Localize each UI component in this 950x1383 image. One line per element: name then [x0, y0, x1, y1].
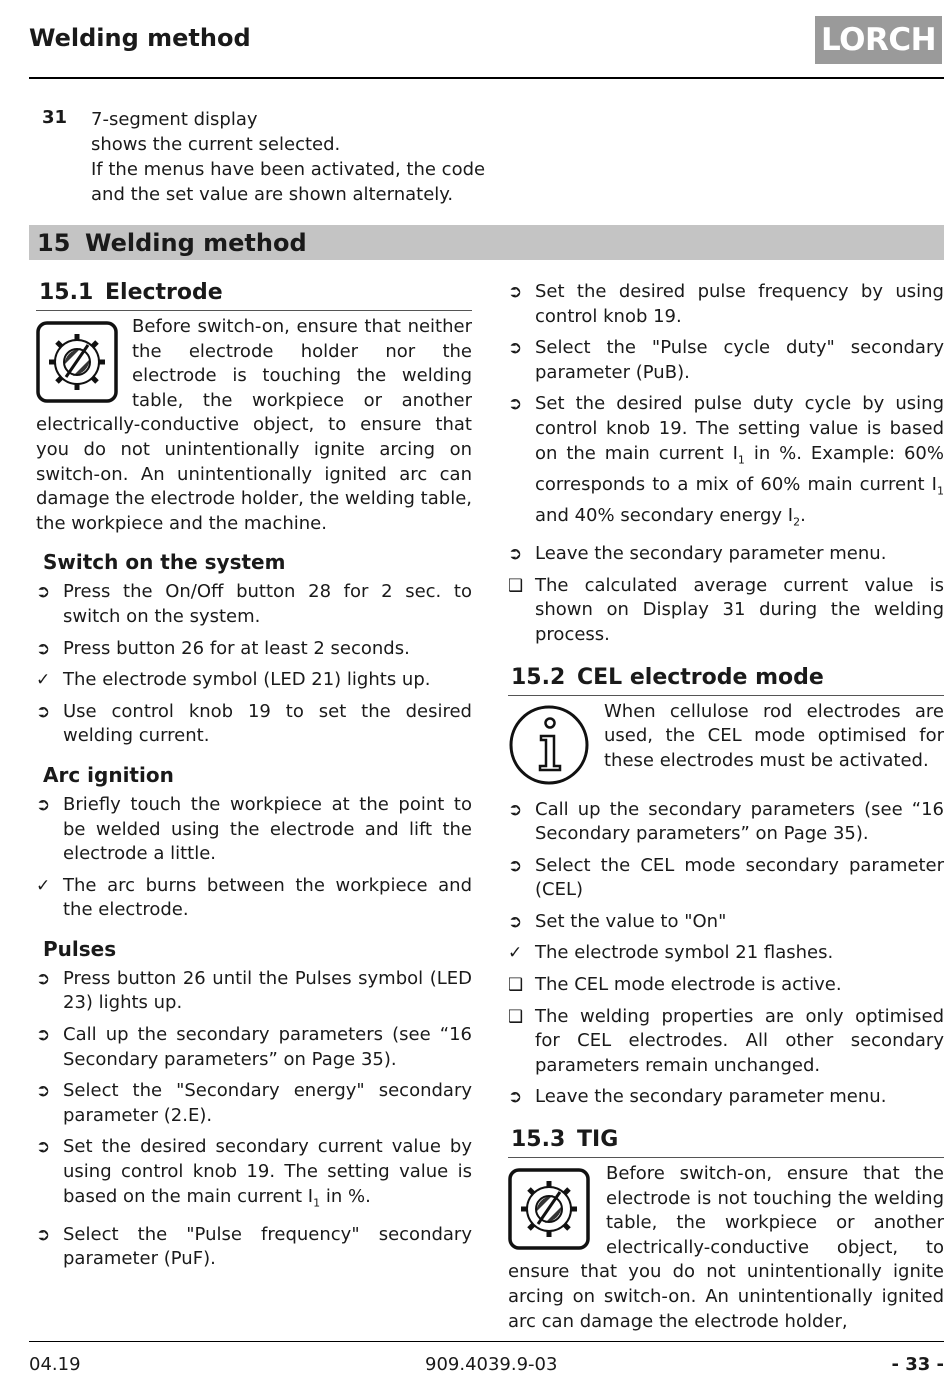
lorch-logo: LORCH [815, 16, 942, 64]
subsection-heading-tig [508, 1127, 944, 1158]
item-text: The electrode symbol 21 flashes. [535, 942, 834, 964]
subsection-number: 15.1 [39, 280, 94, 305]
list-item [508, 798, 944, 847]
arrow-right-circle-icon: ➲ [36, 1025, 51, 1046]
left-column [36, 280, 472, 1272]
arrow-right-circle-icon: ➲ [508, 855, 523, 876]
subsection-number: 15.3 [511, 1127, 566, 1153]
gear-warning-icon [508, 1168, 590, 1250]
item-text: Call up the secondary parameters (see “16 Secondary parameters” on Page 35). [535, 798, 944, 845]
arrow-right-circle-icon: ➲ [36, 1137, 51, 1158]
legend-text [91, 107, 511, 207]
footer-date: 04.19 [29, 1354, 81, 1375]
item-text: Leave the secondary parameter menu. [535, 1086, 887, 1108]
arrow-right-circle-icon: ➲ [36, 968, 51, 989]
arrow-right-circle-icon: ➲ [508, 394, 523, 415]
item-text: Select the "Secondary energy" secondary parameter (2.E). [63, 1080, 472, 1126]
list-item [36, 637, 472, 662]
checkbox-icon: ❑ [508, 1006, 524, 1027]
item-text: Set the desired secondary current value by using control knob 19. The setting value is based on the main current I [63, 1136, 472, 1207]
check-icon: ✓ [508, 943, 523, 964]
list-item [508, 574, 944, 648]
item-text: Select the CEL mode secondary parameter (CEL) [535, 854, 944, 901]
arrow-right-circle-icon: ➲ [36, 582, 51, 603]
list-item [508, 392, 944, 535]
item-text: Set the desired pulse duty cycle by using control knob 19. The setting value is based on the main current I [535, 393, 944, 464]
subsection-number: 15.2 [511, 664, 566, 690]
footer-document-number: 909.4039.9-03 [425, 1354, 558, 1375]
list-item [508, 941, 944, 966]
legend-number: 31 [42, 107, 68, 128]
arrow-right-circle-icon: ➲ [36, 638, 51, 659]
list-item [508, 336, 944, 385]
list-item [508, 1085, 944, 1110]
item-text: Leave the secondary parameter menu. [535, 543, 887, 565]
header-rule [29, 77, 944, 79]
arrow-right-circle-icon: ➲ [36, 1224, 51, 1245]
item-text: The electrode symbol (LED 21) lights up. [63, 669, 431, 691]
arrow-right-circle-icon: ➲ [508, 338, 523, 359]
item-text: in %. Example: 60% corresponds to a mix of 60% main current I [535, 442, 944, 495]
subsection-title: CEL electrode mode [577, 664, 824, 690]
heading-pulses: Pulses [43, 936, 117, 961]
item-text: The welding properties are only optimised for CEL electrodes. All other secondary parameters remain unchanged. [535, 1005, 944, 1076]
list-item [508, 910, 944, 935]
item-text: . [800, 504, 806, 526]
heading-arc-ignition: Arc ignition [43, 762, 174, 787]
checkbox-icon: ❑ [508, 575, 524, 596]
checkbox-icon: ❑ [508, 975, 524, 996]
item-text: The calculated average current value is shown on Display 31 during the welding process. [535, 574, 944, 645]
item-text: Set the value to "On" [535, 910, 727, 932]
list-item [36, 874, 472, 923]
item-text: Press the On/Off button 28 for 2 sec. to switch on the system. [63, 581, 472, 627]
subsection-heading-cel [508, 665, 944, 696]
arrow-right-circle-icon: ➲ [36, 701, 51, 722]
subscript: 2 [793, 515, 801, 529]
list-item [36, 967, 472, 1016]
subsection-title: TIG [577, 1127, 619, 1153]
list-item [36, 700, 472, 749]
legend-line: 7-segment display [91, 109, 258, 130]
list-item [508, 280, 944, 329]
subscript: 1 [737, 453, 745, 467]
arrow-right-circle-icon: ➲ [508, 544, 523, 565]
warning-text: Before switch-on, ensure that the electrode is not touching the welding table, the workpiece or another electrically-conductive object, to ensure that you do not unintentionally ignite arcing on switch-on. An unintentionally ignited arc can damage the electrode holder, [508, 1163, 944, 1332]
warning-block [508, 1158, 944, 1334]
item-text: The CEL mode electrode is active. [535, 974, 842, 996]
section-heading-bar [29, 225, 944, 260]
warning-text: Before switch-on, ensure that neither the electrode holder nor the electrode is touching the welding table, the workpiece or another electrically-conductive object, to ensure that you do not unintentionally ignite arcing on switch-on. An unintentionally ignited arc can damage the electrode holder, the welding table, the workpiece and the machine. [36, 316, 472, 534]
item-text: Select the "Pulse frequency" secondary parameter (PuF). [63, 1223, 472, 1270]
item-text: Call up the secondary parameters (see “16 Secondary parameters” on Page 35). [63, 1024, 472, 1070]
list-item [508, 1005, 944, 1079]
item-text: and 40% secondary energy I [535, 504, 794, 526]
list-item [36, 1135, 472, 1215]
gear-warning-icon [36, 321, 116, 401]
arrow-right-circle-icon: ➲ [36, 794, 51, 815]
right-column [508, 280, 944, 1334]
item-text: Select the "Pulse cycle duty" secondary parameter (PuB). [535, 337, 944, 383]
footer-rule [29, 1341, 944, 1342]
section-title: Welding method [85, 229, 307, 257]
item-text: in %. [320, 1185, 371, 1207]
list-item [36, 1079, 472, 1128]
subscript: 1 [313, 1196, 321, 1210]
legend-line: If the menus have been activated, the code [91, 159, 486, 180]
item-text: The arc burns between the workpiece and the electrode. [63, 874, 472, 921]
list-item [508, 973, 944, 998]
item-text: Press button 26 until the Pulses symbol (LED 23) lights up. [63, 967, 472, 1014]
check-icon: ✓ [36, 670, 51, 691]
heading-switch-on: Switch on the system [43, 550, 286, 575]
legend-line: shows the current selected. [91, 134, 341, 155]
list-item [36, 793, 472, 867]
warning-block [36, 311, 472, 536]
subsection-heading-electrode [36, 280, 472, 311]
subscript: 1 [937, 484, 944, 498]
item-text: Set the desired pulse frequency by using control knob 19. [535, 281, 944, 327]
list-item [36, 1223, 472, 1272]
check-icon: ✓ [36, 875, 51, 896]
info-text: When cellulose rod electrodes are used, the CEL mode optimised for these electrodes must be activated. [604, 700, 944, 771]
list-item [36, 1023, 472, 1072]
list-item [36, 668, 472, 693]
section-number: 15 [37, 229, 71, 257]
arrow-right-circle-icon: ➲ [508, 911, 523, 932]
subsection-title: Electrode [105, 280, 223, 305]
legend-line: and the set value are shown alternately. [91, 184, 454, 205]
item-text: Use control knob 19 to set the desired welding current. [63, 700, 472, 747]
info-icon [508, 704, 590, 786]
list-item [508, 542, 944, 567]
list-item [508, 854, 944, 903]
footer-page-number: - 33 - [891, 1354, 944, 1375]
item-text: Briefly touch the workpiece at the point to be welded using the electrode and lift the electrode a little. [63, 793, 472, 865]
page-header-title: Welding method [29, 24, 251, 52]
arrow-right-circle-icon: ➲ [508, 1087, 523, 1108]
item-text: Press button 26 for at least 2 seconds. [63, 637, 410, 659]
info-block [508, 696, 944, 790]
list-item [36, 580, 472, 629]
arrow-right-circle-icon: ➲ [36, 1081, 51, 1102]
arrow-right-circle-icon: ➲ [508, 282, 523, 302]
arrow-right-circle-icon: ➲ [508, 799, 523, 820]
